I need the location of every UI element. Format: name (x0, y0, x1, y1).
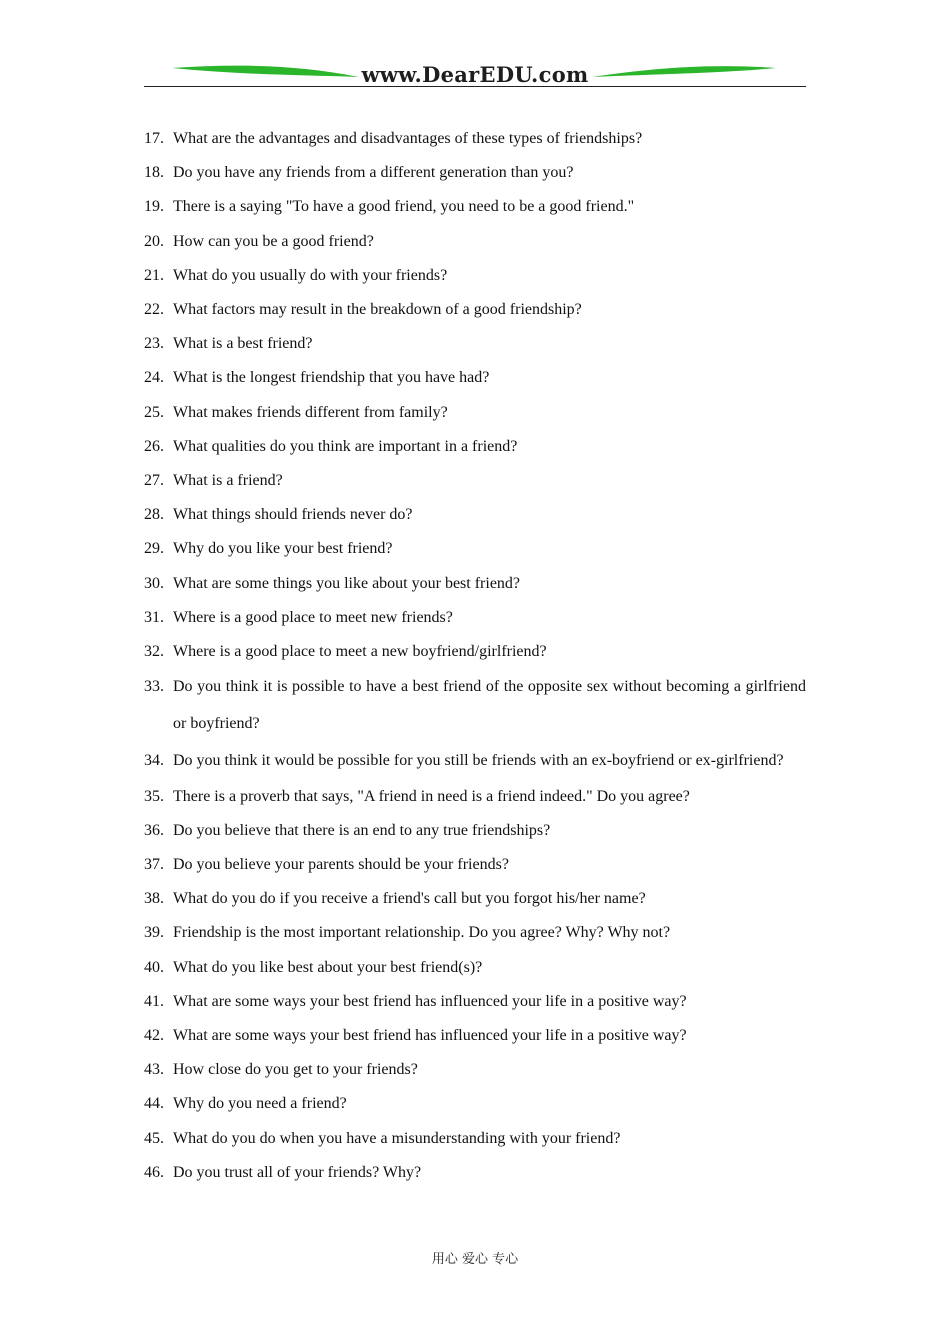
question-item (144, 669, 806, 743)
question-text: Friendship is the most important relationship. Do you agree? Why? Why not? (173, 924, 671, 942)
question-text: What are some ways your best friend has influenced your life in a positive way? (173, 1027, 687, 1045)
question-item (144, 327, 806, 361)
question-item (144, 601, 806, 635)
question-number: 18. (144, 164, 164, 182)
question-text: There is a proverb that says, "A friend in need is a friend indeed." Do you agree? (173, 787, 690, 805)
question-text: Do you believe that there is an end to any true friendships? (173, 821, 551, 839)
question-number: 44. (144, 1095, 164, 1113)
question-text: What things should friends never do? (173, 506, 413, 524)
question-item (144, 1122, 806, 1156)
question-text: Do you trust all of your friends? Why? (173, 1163, 422, 1181)
question-number: 29. (144, 540, 164, 558)
header-divider (144, 86, 806, 87)
question-item (144, 122, 806, 156)
question-item (144, 1156, 806, 1190)
question-number: 35. (144, 787, 164, 805)
question-number: 26. (144, 437, 164, 455)
question-item (144, 293, 806, 327)
question-item (144, 1053, 806, 1087)
question-item (144, 430, 806, 464)
question-item (144, 1019, 806, 1053)
question-item (144, 985, 806, 1019)
question-item (144, 780, 806, 814)
question-number: 25. (144, 403, 164, 421)
question-number: 17. (144, 130, 164, 147)
question-item (144, 464, 806, 498)
question-number: 37. (144, 856, 164, 874)
question-text: What do you usually do with your friends? (173, 266, 448, 284)
question-item (144, 1087, 806, 1121)
question-item (144, 190, 806, 224)
page-header (144, 58, 806, 92)
question-item (144, 259, 806, 293)
question-text: What do you do if you receive a friend's call but you forgot his/her name? (173, 890, 646, 908)
question-number: 20. (144, 232, 164, 250)
question-text: There is a saying "To have a good friend, you need to be a good friend." (173, 198, 635, 216)
question-number: 38. (144, 890, 164, 908)
question-item (144, 396, 806, 430)
question-number: 39. (144, 924, 164, 942)
question-number: 45. (144, 1129, 164, 1147)
question-text: What is a friend? (173, 472, 283, 490)
question-item (144, 951, 806, 985)
question-number: 40. (144, 958, 164, 976)
question-item (144, 882, 806, 916)
question-item (144, 848, 806, 882)
question-item (144, 743, 806, 780)
question-text: How close do you get to your friends? (173, 1061, 418, 1079)
question-item (144, 635, 806, 669)
question-text: Do you believe your parents should be your friends? (173, 856, 509, 874)
question-number: 31. (144, 608, 164, 626)
question-number: 32. (144, 643, 164, 661)
question-text: What do you do when you have a misunderstanding with your friend? (173, 1129, 621, 1147)
question-number: 36. (144, 821, 164, 839)
question-item (144, 498, 806, 532)
question-number: 23. (144, 335, 164, 353)
question-number: 27. (144, 472, 164, 490)
question-number: 41. (144, 992, 164, 1010)
question-text: Why do you like your best friend? (173, 540, 393, 558)
question-number: 19. (144, 198, 164, 216)
site-name: www.DearEDU.com (361, 62, 589, 87)
question-item (144, 916, 806, 950)
question-number: 30. (144, 574, 164, 592)
question-number: 46. (144, 1163, 164, 1181)
question-number: 34. (144, 751, 164, 769)
question-number: 22. (144, 301, 164, 319)
question-item (144, 225, 806, 259)
question-number: 24. (144, 369, 164, 387)
question-text: What are some things you like about your best friend? (173, 574, 521, 592)
question-number: 28. (144, 506, 164, 524)
question-number: 33. (144, 678, 164, 696)
question-number: 42. (144, 1027, 164, 1045)
question-number: 21. (144, 266, 164, 284)
question-text: Do you think it would be possible for you still be friends with an ex-boyfriend or ex-girlfriend? (173, 751, 784, 769)
question-item (144, 361, 806, 395)
question-text: What are some ways your best friend has influenced your life in a positive way? (173, 992, 687, 1010)
question-text: What do you like best about your best friend(s)? (173, 958, 483, 976)
question-item (144, 532, 806, 566)
question-text: What qualities do you think are important in a friend? (173, 437, 518, 455)
question-text: Do you think it is possible to have a best friend of the opposite sex without becoming a girlfriend or boyfriend? (173, 678, 806, 733)
question-list (144, 122, 806, 1190)
question-item (144, 814, 806, 848)
question-text: Where is a good place to meet new friends? (173, 608, 453, 626)
question-text: What factors may result in the breakdown of a good friendship? (173, 301, 582, 319)
question-text: Why do you need a friend? (173, 1095, 347, 1113)
question-text: What are the advantages and disadvantages of these types of friendships? (173, 130, 643, 147)
question-number: 43. (144, 1061, 164, 1079)
question-text: What is a best friend? (173, 335, 313, 353)
page-footer: 用心 爱心 专心 (431, 1252, 519, 1267)
question-text: How can you be a good friend? (173, 232, 374, 250)
question-text: Where is a good place to meet a new boyfriend/girlfriend? (173, 643, 547, 661)
question-text: What makes friends different from family? (173, 403, 448, 421)
question-text: What is the longest friendship that you have had? (173, 369, 490, 387)
question-text: Do you have any friends from a different generation than you? (173, 164, 574, 182)
question-item (144, 567, 806, 601)
question-item (144, 156, 806, 190)
